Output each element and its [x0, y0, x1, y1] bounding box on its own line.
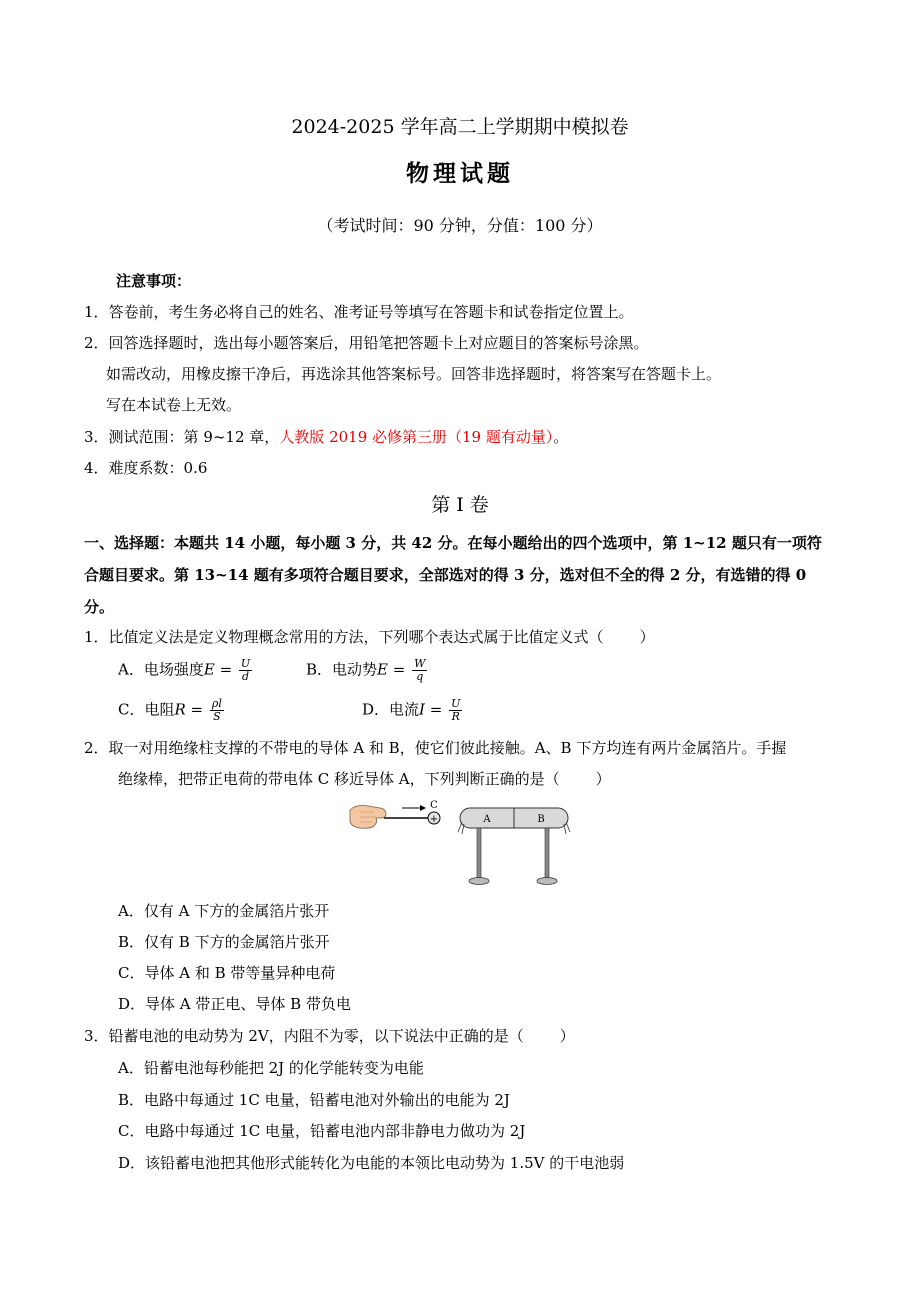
fraction: $\frac{U}{d}$: [240, 657, 251, 683]
part-title: 第 I 卷: [431, 494, 489, 516]
q3-option-a[interactable]: A．铅蓄电池每秒能把 2J 的化学能转变为电能: [118, 1059, 424, 1077]
q2-option-b[interactable]: B．仅有 B 下方的金属箔片张开: [118, 933, 330, 951]
label-b: B: [537, 814, 545, 825]
test-scope-highlight: 人教版 2019 必修第三册（19 题有动量）: [279, 428, 554, 446]
svg-text:+: +: [429, 814, 439, 825]
label-a: A: [483, 814, 491, 825]
section1-line2: 合题目要求。第 13~14 题有多项符合题目要求，全部选对的得 3 分，选对但不全的得 2 分，有选错的得 0: [84, 566, 807, 584]
svg-text:C: C: [430, 800, 438, 811]
q2-stem-line1: 2．取一对用绝缘柱支撑的不带电的导体 A 和 B，使它们彼此接触。A、B 下方均连有两片金属箔片。手握: [84, 739, 787, 757]
notice-item-2-cont: 如需改动，用橡皮擦干净后，再选涂其他答案标号。回答非选择题时，将答案写在答题卡上。: [106, 365, 722, 383]
exam-title: 2024-2025 学年高二上学期期中模拟卷: [291, 116, 629, 138]
notice-item-1: 1．答卷前，考生务必将自己的姓名、准考证号等填写在答题卡和试卷指定位置上。: [84, 303, 634, 321]
notice-item-3: 3．测试范围：第 9~12 章，人教版 2019 必修第三册（19 题有动量）。: [84, 428, 569, 446]
exam-info: （考试时间：90 分钟，分值：100 分）: [317, 216, 603, 235]
conductor-figure: [346, 798, 576, 890]
q1-option-b[interactable]: B．电动势E = $\frac{W}{q}$: [306, 657, 426, 683]
q2-option-a[interactable]: A．仅有 A 下方的金属箔片张开: [118, 902, 330, 920]
q3-option-b[interactable]: B．电路中每通过 1C 电量，铅蓄电池对外输出的电能为 2J: [118, 1091, 510, 1109]
stand-b: [545, 828, 549, 878]
q1-stem: 1．比值定义法是定义物理概念常用的方法，下列哪个表达式属于比值定义式（ ）: [84, 628, 655, 646]
notice-item-2-cont2: 写在本试卷上无效。: [106, 396, 242, 414]
q2-option-d[interactable]: D．导体 A 带正电、导体 B 带负电: [118, 995, 351, 1013]
q1-option-a[interactable]: A．电场强度E = $\frac{U}{d}$: [118, 657, 251, 683]
q3-option-d[interactable]: D．该铅蓄电池把其他形式能转化为电能的本领比电动势为 1.5V 的干电池弱: [118, 1154, 625, 1172]
q1-option-c[interactable]: C．电阻R = $\frac{\rho l}{S}$: [118, 697, 222, 723]
q2-stem-line2: 绝缘棒，把带正电荷的带电体 C 移近导体 A，下列判断正确的是（ ）: [118, 770, 611, 788]
q1-option-d[interactable]: D．电流I = $\frac{U}{R}$: [362, 697, 461, 723]
subject-title: 物理试题: [406, 160, 514, 187]
section1-line3: 分。: [84, 598, 115, 616]
notice-item-2: 2．回答选择题时，选出每小题答案后，用铅笔把答题卡上对应题目的答案标号涂黑。: [84, 334, 649, 352]
q3-option-c[interactable]: C．电路中每通过 1C 电量，铅蓄电池内部非静电力做功为 2J: [118, 1122, 526, 1140]
fraction: $\frac{U}{R}$: [451, 697, 461, 723]
fraction: $\frac{W}{q}$: [414, 657, 426, 683]
q3-stem: 3．铅蓄电池的电动势为 2V，内阻不为零，以下说法中正确的是（ ）: [84, 1027, 575, 1045]
fraction: $\frac{\rho l}{S}$: [211, 697, 222, 723]
hand-icon: [350, 806, 386, 829]
notice-item-4: 4．难度系数：0.6: [84, 459, 208, 477]
section1-line1: 一、选择题：本题共 14 小题，每小题 3 分，共 42 分。在每小题给出的四个选项中，第 1~12 题只有一项符: [84, 534, 822, 552]
stand-a: [477, 828, 481, 878]
q2-option-c[interactable]: C．导体 A 和 B 带等量异种电荷: [118, 964, 336, 982]
notice-heading: 注意事项：: [116, 272, 192, 290]
